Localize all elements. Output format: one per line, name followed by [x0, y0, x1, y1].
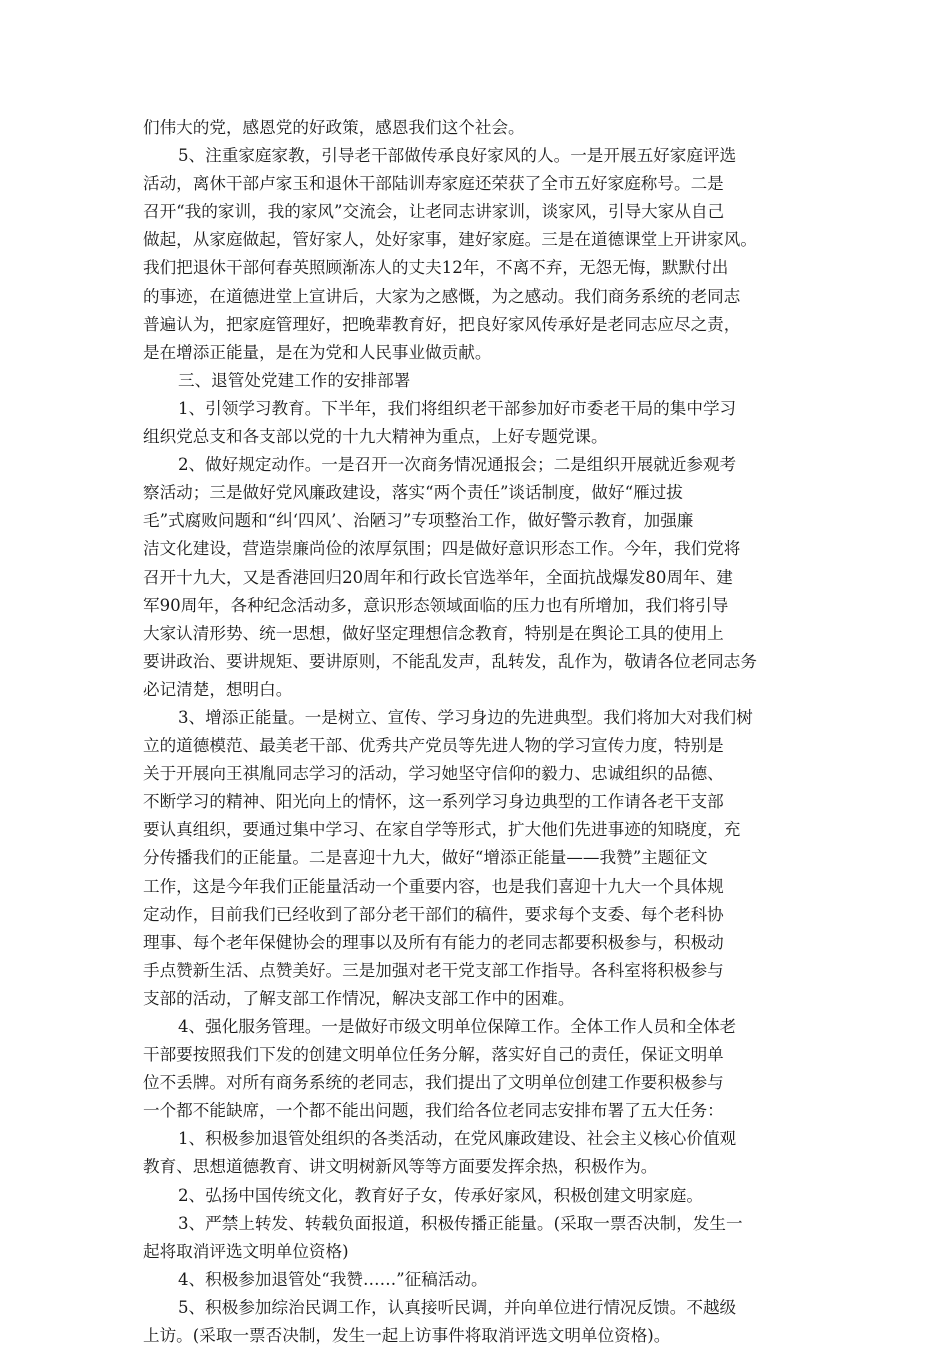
text-line: 支部的活动，了解支部工作情况，解决支部工作中的困难。: [143, 988, 575, 1008]
text-line: 手点赞新生活、点赞美好。三是加强对老干党支部工作指导。各科室将积极参与: [143, 960, 724, 980]
text-line: 定动作，目前我们已经收到了部分老干部们的稿件，要求每个支委、每个老科协: [143, 904, 724, 924]
text-line: 军90周年，各种纪念活动多，意识形态领域面临的压力也有所增加，我们将引导: [143, 595, 729, 615]
text-line: 召开“我的家训，我的家风”交流会，让老同志讲家训，谈家风，引导大家从自己: [143, 202, 725, 222]
text-line: 教育、思想道德教育、讲文明树新风等等方面要发挥余热，积极作为。: [143, 1157, 658, 1177]
text-line: 3、增添正能量。一是树立、宣传、学习身边的先进典型。我们将加大对我们树: [178, 707, 753, 727]
text-line: 工作，这是今年我们正能量活动一个重要内容，也是我们喜迎十九大一个具体规: [143, 876, 724, 896]
text-line: 普遍认为，把家庭管理好，把晚辈教育好，把良好家风传承好是老同志应尽之责，: [143, 314, 741, 334]
text-line: 不断学习的精神、阳光向上的情怀，这一系列学习身边典型的工作请各老干支部: [143, 792, 724, 812]
text-line: 上访。(采取一票否决制，发生一起上访事件将取消评选文明单位资格)。: [143, 1326, 671, 1346]
text-line: 关于开展向王祺胤同志学习的活动，学习她坚守信仰的毅力、忠诚组织的品德、: [143, 764, 724, 784]
text-line: 必记清楚，想明白。: [143, 679, 293, 699]
text-line: 我们把退休干部何春英照顾渐冻人的丈夫12年，不离不弃，无怨无悔，默默付出: [143, 258, 729, 278]
text-line: 活动，离休干部卢家玉和退休干部陆训寿家庭还荣获了全市五好家庭称号。二是: [143, 174, 724, 194]
text-line: 分传播我们的正能量。二是喜迎十九大，做好“增添正能量——我赞”主题征文: [143, 848, 708, 868]
text-line: 4、强化服务管理。一是做好市级文明单位保障工作。全体工作人员和全体老: [178, 1017, 737, 1036]
text-line: 4、积极参加退管处“我赞……”征稿活动。: [178, 1269, 488, 1289]
text-line: 三、退管处党建工作的安排部署: [178, 370, 411, 390]
text-line: 位不丢牌。对所有商务系统的老同志，我们提出了文明单位创建工作要积极参与: [143, 1073, 724, 1093]
text-line: 毛”式腐败问题和“纠‘四风’、治陋习”专项整治工作，做好警示教育，加强廉: [143, 511, 694, 531]
text-line: 洁文化建设，营造崇廉尚俭的浓厚氛围；四是做好意识形态工作。今年，我们党将: [143, 539, 741, 559]
text-line: 的事迹，在道德进堂上宣讲后，大家为之感慨，为之感动。我们商务系统的老同志: [143, 286, 741, 306]
text-line: 1、引领学习教育。下半年，我们将组织老干部参加好市委老干局的集中学习: [178, 398, 737, 418]
text-line: 5、积极参加综治民调工作，认真接听民调，并向单位进行情况反馈。不越级: [178, 1297, 737, 1317]
document-body: [143, 114, 811, 1350]
text-line: 2、弘扬中国传统文化，教育好子女，传承好家风，积极创建文明家庭。: [178, 1185, 703, 1205]
text-line: 组织党总支和各支部以党的十九大精神为重点，上好专题党课。: [143, 427, 608, 447]
text-line: 要认真组织，要通过集中学习、在家自学等形式，扩大他们先进事迹的知晓度，充: [143, 820, 741, 840]
text-line: 是在增添正能量，是在为党和人民事业做贡献。: [143, 342, 492, 362]
text-line: 做起，从家庭做起，管好家人，处好家事，建好家庭。三是在道德课堂上开讲家风。: [143, 230, 757, 250]
text-line: 2、做好规定动作。一是召开一次商务情况通报会；二是组织开展就近参观考: [178, 455, 737, 475]
text-line: 召开十九大，又是香港回归20周年和行政长官选举年，全面抗战爆发80周年、建: [143, 567, 733, 587]
text-line: 5、注重家庭家教，引导老干部做传承良好家风的人。一是开展五好家庭评选: [178, 146, 737, 166]
text-line: 要讲政治、要讲规矩、要讲原则，不能乱发声，乱转发，乱作为，敬请各位老同志务: [143, 651, 757, 671]
text-line: 起将取消评选文明单位资格): [143, 1241, 349, 1261]
text-line: 察活动；三是做好党风廉政建设，落实“两个责任”谈话制度，做好“雁过拔: [143, 483, 683, 503]
text-line: 一个都不能缺席，一个都不能出问题，我们给各位老同志安排布署了五大任务：: [143, 1101, 724, 1121]
text-line: 大家认清形势、统一思想，做好坚定理想信念教育，特别是在舆论工具的使用上: [143, 623, 724, 643]
text-line: 理事、每个老年保健协会的理事以及所有有能力的老同志都要积极参与，积极动: [143, 932, 724, 952]
text-line: 立的道德模范、最美老干部、优秀共产党员等先进人物的学习宣传力度，特别是: [143, 736, 724, 756]
text-line: 们伟大的党，感恩党的好政策，感恩我们这个社会。: [143, 118, 525, 137]
text-line: 3、严禁上转发、转载负面报道，积极传播正能量。(采取一票否决制，发生一: [178, 1213, 743, 1233]
text-line: 干部要按照我们下发的创建文明单位任务分解，落实好自己的责任，保证文明单: [143, 1045, 724, 1065]
text-line: 1、积极参加退管处组织的各类活动，在党风廉政建设、社会主义核心价值观: [178, 1129, 737, 1149]
